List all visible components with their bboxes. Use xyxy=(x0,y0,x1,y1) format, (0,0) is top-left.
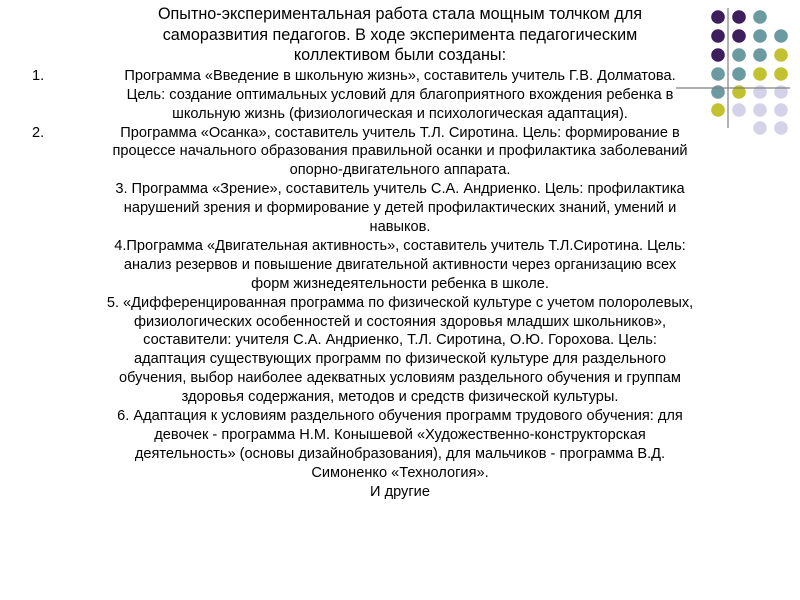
item-line: школьную жизнь (физиологическая и психологическая адаптация). xyxy=(172,105,628,122)
item-line: физиологических особенностей и состояния здоровья младших школьников», xyxy=(133,313,667,330)
list-item-3 xyxy=(0,180,800,237)
list-item-4 xyxy=(0,237,800,294)
list-number: 1. xyxy=(32,67,45,84)
title-line: саморазвития педагогов. В ходе эксперимента педагогическим xyxy=(162,25,638,44)
item-line: составители: учителя С.А. Андриенко, Т.Л. Сиротина, О.Ю. Горохова. Цель: xyxy=(143,332,657,349)
item-line: анализ резервов и повышение двигательной активности через организацию всех xyxy=(123,256,677,273)
item-line: Симоненко «Технология». xyxy=(311,464,489,481)
item-line: процессе начального образования правильной осанки и профилактика заболеваний xyxy=(112,143,688,160)
item-line: 5. «Дифференцированная программа по физической культуре с учетом полоролевых, xyxy=(106,294,694,311)
item-line: опорно-двигательного аппарата. xyxy=(289,162,511,179)
item-line: девочек - программа Н.М. Конышевой «Художественно-конструкторская xyxy=(154,427,646,443)
item-line: 4.Программа «Двигательная активность», составитель учитель Т.Л.Сиротина. Цель: xyxy=(114,237,686,254)
item-line: нарушений зрения и формирование у детей профилактических знаний, умений и xyxy=(123,200,677,217)
item-line: 3. Программа «Зрение», составитель учитель С.А. Андриенко. Цель: профилактика xyxy=(115,181,685,198)
item-line: навыков. xyxy=(369,219,431,236)
item-line: форм жизнедеятельности ребенка в школе. xyxy=(251,275,549,292)
list-item-5 xyxy=(0,294,800,407)
slide-content xyxy=(0,4,800,502)
list-item-1 xyxy=(0,67,800,124)
item-line: адаптация существующих программ по физической культуре для раздельного xyxy=(133,351,666,368)
closing-text: И другие xyxy=(370,483,430,500)
item-line: 6. Адаптация к условиям раздельного обучения программ трудового обучения: для xyxy=(117,408,683,425)
item-line: здоровья содержания, методов и средств физической культуры. xyxy=(181,389,619,406)
item-line: Программа «Осанка», составитель учитель Т.Л. Сиротина. Цель: формирование в xyxy=(120,124,680,141)
list-item-2 xyxy=(0,124,800,181)
item-line: Цель: создание оптимальных условий для благоприятного вхождения ребенка в xyxy=(126,86,674,103)
item-line: обучения, выбор наиболее адекватных условиям раздельного обучения и группам xyxy=(119,370,681,387)
list-number: 2. xyxy=(32,124,45,141)
item-line: Программа «Введение в школьную жизнь», составитель учитель Г.В. Долматова. xyxy=(124,67,676,84)
list-item-6 xyxy=(0,407,800,483)
title-line: коллективом были созданы: xyxy=(293,46,507,65)
item-line: деятельность» (основы дизайнобразования), для мальчиков - программа В.Д. xyxy=(134,445,666,462)
title-line: Опытно-экспериментальная работа стала мощным толчком для xyxy=(157,5,643,23)
slide-title xyxy=(0,4,800,66)
